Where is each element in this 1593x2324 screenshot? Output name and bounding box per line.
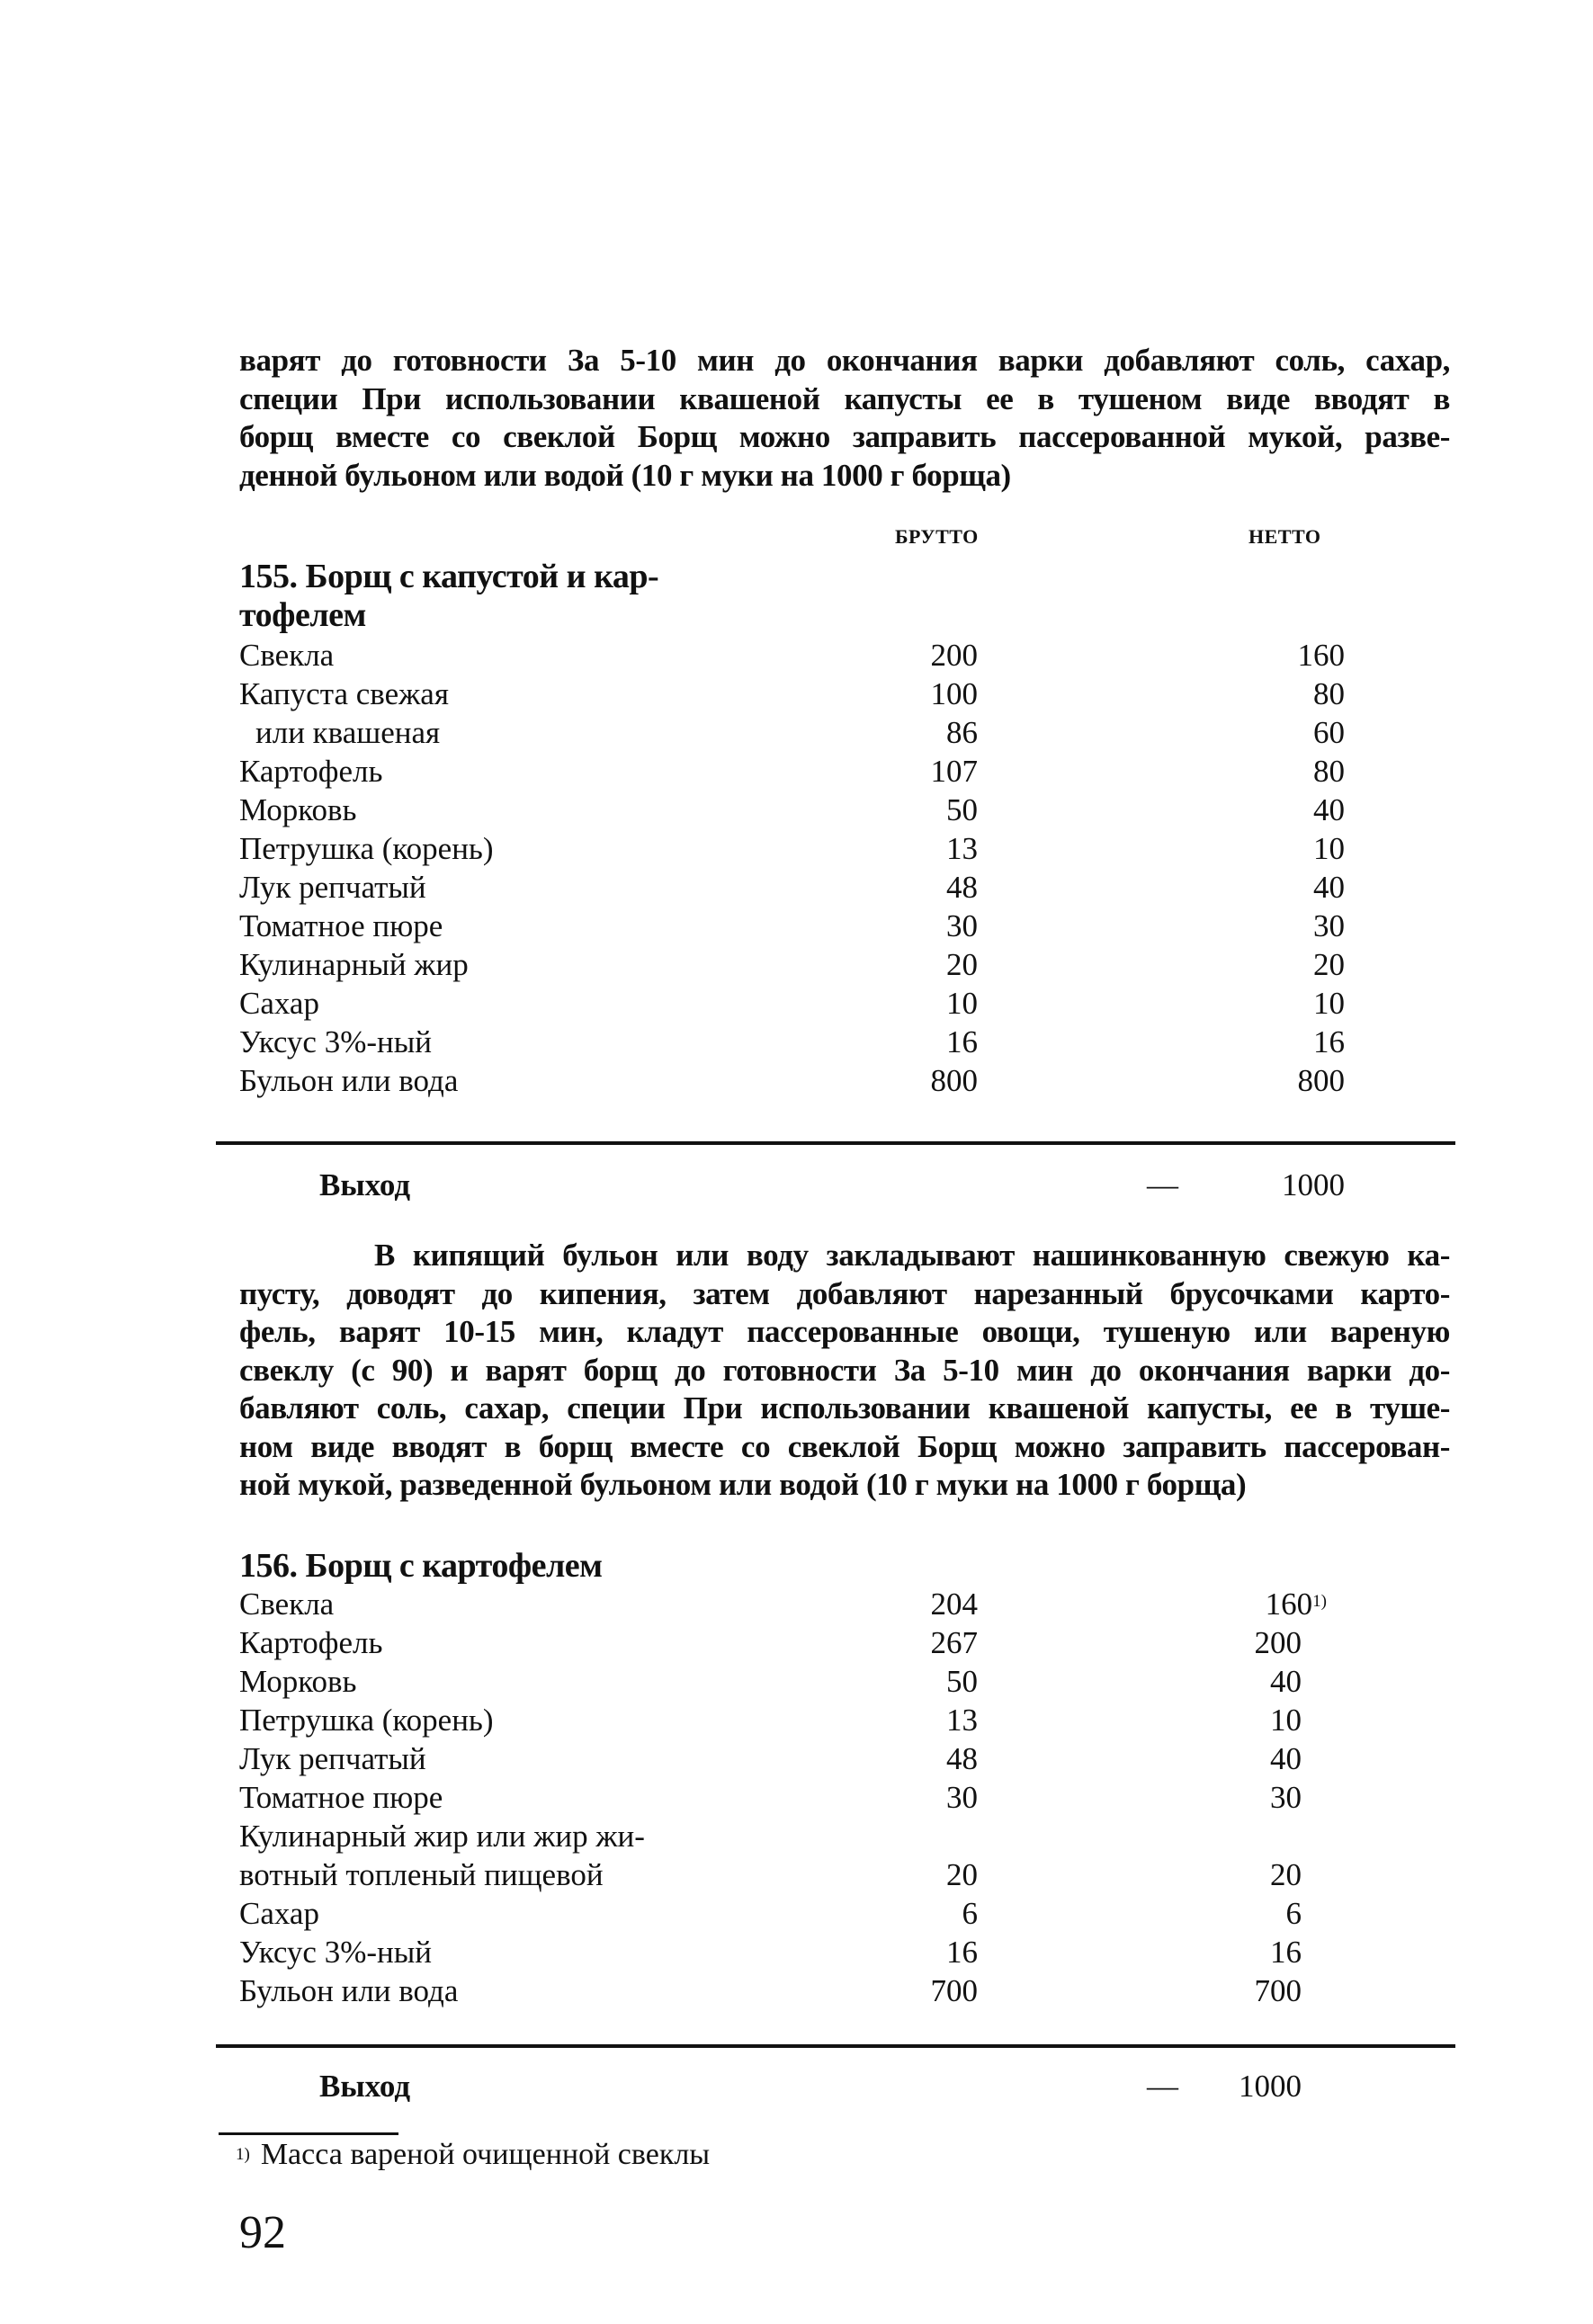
netto-value: 40 <box>1313 792 1345 827</box>
ingredient-row <box>239 1739 1450 1778</box>
footnote-mark: 1) <box>236 2145 250 2164</box>
recipe-156-ingredients-table <box>239 1585 1450 2010</box>
ingredient-brutto: 100 <box>930 676 978 711</box>
ingredient-name: Лук репчатый <box>239 870 426 905</box>
ingredient-netto <box>1270 1855 1302 1894</box>
ingredient-row <box>239 1023 1450 1061</box>
ingredient-netto <box>1270 1739 1302 1778</box>
page-number: 92 <box>239 2207 286 2258</box>
ingredient-brutto: 16 <box>946 1935 978 1970</box>
ingredient-netto <box>1255 1971 1302 2010</box>
yield-label: Выход <box>319 1167 411 1202</box>
ingredient-name: Картофель <box>239 1625 383 1660</box>
ingredient-brutto: 20 <box>946 1857 978 1892</box>
recipe-155-method-paragraph <box>239 1237 1450 1505</box>
paragraph-line: пусту, доводят до кипения, затем добавляют нарезанный брусочками карто- <box>239 1275 1450 1311</box>
paragraph-line: борщ вместе со свеклой Борщ можно заправить пассерованной мукой, разве- <box>239 419 1450 454</box>
footnote-rule <box>219 2132 398 2135</box>
ingredient-brutto: 800 <box>930 1063 978 1098</box>
ingredient-name: Картофель <box>239 754 383 789</box>
paragraph-line: фель, варят 10-15 мин, кладут пассерованные овощи, тушеную или вареную <box>239 1314 1450 1349</box>
ingredient-row <box>239 791 1450 829</box>
ingredient-name: Морковь <box>239 1664 357 1699</box>
ingredient-row <box>239 1623 1450 1662</box>
paragraph-line: бавляют соль, сахар, специи При использовании квашеной капусты, ее в туше- <box>239 1390 1450 1426</box>
ingredient-row <box>239 1778 1450 1817</box>
ingredient-name: Бульон или вода <box>239 1063 459 1098</box>
yield-brutto: — <box>1147 2069 1178 2104</box>
ingredient-brutto: 48 <box>946 870 978 905</box>
ingredient-brutto: 48 <box>946 1741 978 1776</box>
intro-paragraph <box>239 342 1450 495</box>
paragraph-line: ной мукой, разведенной бульоном или водой (10 г муки на 1000 г борща) <box>239 1467 1247 1502</box>
netto-value: 80 <box>1313 676 1345 711</box>
ingredient-netto <box>1270 1662 1302 1701</box>
ingredient-row <box>239 907 1450 945</box>
ingredient-row <box>239 1817 1450 1855</box>
netto-value: 40 <box>1270 1741 1302 1776</box>
netto-value: 160 <box>1297 638 1345 673</box>
recipe-155-title-line-1: 155. Борщ с капустой и кар- <box>239 558 659 595</box>
netto-value: 6 <box>1285 1896 1302 1931</box>
ingredient-name: вотный топленый пищевой <box>239 1857 604 1892</box>
ingredient-netto <box>1298 636 1346 675</box>
netto-value: 10 <box>1270 1703 1302 1738</box>
recipe-155-ingredients-table <box>239 636 1450 1100</box>
netto-value: 800 <box>1297 1063 1345 1098</box>
paragraph-line: В кипящий бульон или воду закладывают нашинкованную свежую ка- <box>374 1238 1450 1273</box>
ingredient-row <box>239 636 1450 675</box>
recipe-155-title <box>239 558 658 635</box>
ingredient-row <box>239 1701 1450 1739</box>
ingredient-row <box>239 1855 1450 1894</box>
recipe-155-title-line-2: тофелем <box>239 596 366 634</box>
ingredient-name: Лук репчатый <box>239 1741 426 1776</box>
ingredient-brutto: 20 <box>946 947 978 982</box>
ingredient-brutto: 204 <box>930 1587 978 1622</box>
ingredient-brutto: 86 <box>946 715 978 750</box>
netto-value: 160 <box>1265 1587 1313 1622</box>
footnote-reference: 1) <box>1312 1592 1327 1611</box>
recipe-155-yield-row <box>239 1166 1450 1204</box>
ingredient-netto <box>1313 868 1345 907</box>
ingredient-netto <box>1313 907 1345 945</box>
netto-value: 30 <box>1270 1780 1302 1815</box>
ingredient-name: Уксус 3%-ный <box>239 1024 432 1059</box>
ingredient-name: Свекла <box>239 1587 335 1622</box>
netto-value: 16 <box>1270 1935 1302 1970</box>
ingredient-name: Уксус 3%-ный <box>239 1935 432 1970</box>
ingredient-row <box>239 829 1450 868</box>
netto-value: 40 <box>1313 870 1345 905</box>
paragraph-line: ном виде вводят в борщ вместе со свеклой Борщ можно заправить пассерован- <box>239 1428 1450 1464</box>
ingredient-netto <box>1286 1894 1302 1933</box>
ingredient-brutto: 30 <box>946 908 978 943</box>
ingredient-row <box>239 1662 1450 1701</box>
recipe-155-table-rule <box>216 1141 1455 1145</box>
ingredient-brutto: 6 <box>962 1896 978 1931</box>
ingredient-name: Петрушка (корень) <box>239 1703 494 1738</box>
ingredient-name: или квашеная <box>255 715 441 750</box>
ingredient-row <box>239 1061 1450 1100</box>
ingredient-brutto: 50 <box>946 1664 978 1699</box>
ingredient-netto <box>1255 1623 1302 1662</box>
ingredient-row <box>239 984 1450 1023</box>
yield-netto: 1000 <box>1282 1167 1345 1202</box>
ingredient-netto <box>1313 945 1345 984</box>
ingredient-brutto: 10 <box>946 986 978 1021</box>
netto-value: 20 <box>1270 1857 1302 1892</box>
paragraph-line: денной бульоном или водой (10 г муки на 1000 г борща) <box>239 457 1011 493</box>
ingredient-name: Кулинарный жир <box>239 947 469 982</box>
netto-value: 80 <box>1313 754 1345 789</box>
netto-value: 10 <box>1313 831 1345 866</box>
ingredient-brutto: 267 <box>930 1625 978 1660</box>
ingredient-netto <box>1270 1933 1302 1971</box>
ingredient-name: Сахар <box>239 986 319 1021</box>
ingredient-brutto: 13 <box>946 831 978 866</box>
recipe-156-yield-row <box>239 2067 1450 2105</box>
ingredient-brutto: 30 <box>946 1780 978 1815</box>
ingredient-row <box>239 713 1450 752</box>
recipe-156-title: 156. Борщ с картофелем <box>239 1547 603 1585</box>
ingredient-name: Петрушка (корень) <box>239 831 494 866</box>
ingredient-brutto: 107 <box>930 754 978 789</box>
column-header-brutto: БРУТТО <box>895 525 979 548</box>
ingredient-brutto: 200 <box>930 638 978 673</box>
ingredient-name: Морковь <box>239 792 357 827</box>
ingredient-name: Кулинарный жир или жир жи- <box>239 1819 645 1854</box>
ingredient-row <box>239 868 1450 907</box>
ingredient-netto <box>1313 1023 1345 1061</box>
paragraph-line: варят до готовности За 5-10 мин до окончания варки добавляют соль, сахар, <box>239 343 1450 378</box>
yield-label: Выход <box>319 2069 411 2104</box>
ingredient-netto <box>1313 791 1345 829</box>
netto-value: 30 <box>1313 908 1345 943</box>
footnote-text: Масса вареной очищенной свеклы <box>260 2138 711 2171</box>
ingredient-row <box>239 1971 1450 2010</box>
yield-netto: 1000 <box>1239 2069 1302 2104</box>
ingredient-brutto: 16 <box>946 1024 978 1059</box>
netto-value: 40 <box>1270 1664 1302 1699</box>
ingredient-netto <box>1313 675 1345 713</box>
ingredient-row <box>239 1894 1450 1933</box>
ingredient-brutto: 700 <box>930 1973 978 2008</box>
ingredient-name: Томатное пюре <box>239 908 443 943</box>
ingredient-row <box>239 1585 1450 1623</box>
ingredient-row <box>239 945 1450 984</box>
yield-brutto: — <box>1147 1167 1178 1202</box>
ingredient-row <box>239 752 1450 791</box>
recipe-156-table-rule <box>216 2044 1455 2048</box>
ingredient-netto <box>1270 1701 1302 1739</box>
column-header-netto: НЕТТО <box>1248 525 1321 548</box>
ingredient-name: Свекла <box>239 638 335 673</box>
ingredient-netto <box>1266 1585 1327 1623</box>
ingredient-row <box>239 675 1450 713</box>
ingredient-name: Капуста свежая <box>239 676 449 711</box>
ingredient-brutto: 13 <box>946 1703 978 1738</box>
ingredient-brutto: 50 <box>946 792 978 827</box>
ingredient-netto <box>1313 713 1345 752</box>
netto-value: 60 <box>1313 715 1345 750</box>
netto-value: 700 <box>1254 1973 1302 2008</box>
ingredient-name: Томатное пюре <box>239 1780 443 1815</box>
netto-value: 10 <box>1313 986 1345 1021</box>
netto-value: 16 <box>1313 1024 1345 1059</box>
ingredient-netto <box>1313 752 1345 791</box>
ingredient-netto <box>1298 1061 1346 1100</box>
ingredient-row <box>239 1933 1450 1971</box>
paragraph-line: свеклу (с 90) и варят борщ до готовности За 5-10 мин до окончания варки до- <box>239 1352 1450 1388</box>
ingredient-netto <box>1313 829 1345 868</box>
ingredient-name: Сахар <box>239 1896 319 1931</box>
ingredient-netto <box>1313 984 1345 1023</box>
netto-value: 200 <box>1254 1625 1302 1660</box>
netto-value: 20 <box>1313 947 1345 982</box>
ingredient-name: Бульон или вода <box>239 1973 459 2008</box>
footnote <box>236 2137 710 2173</box>
ingredient-netto <box>1270 1778 1302 1817</box>
paragraph-line: специи При использовании квашеной капусты ее в тушеном виде вводят в <box>239 380 1450 416</box>
